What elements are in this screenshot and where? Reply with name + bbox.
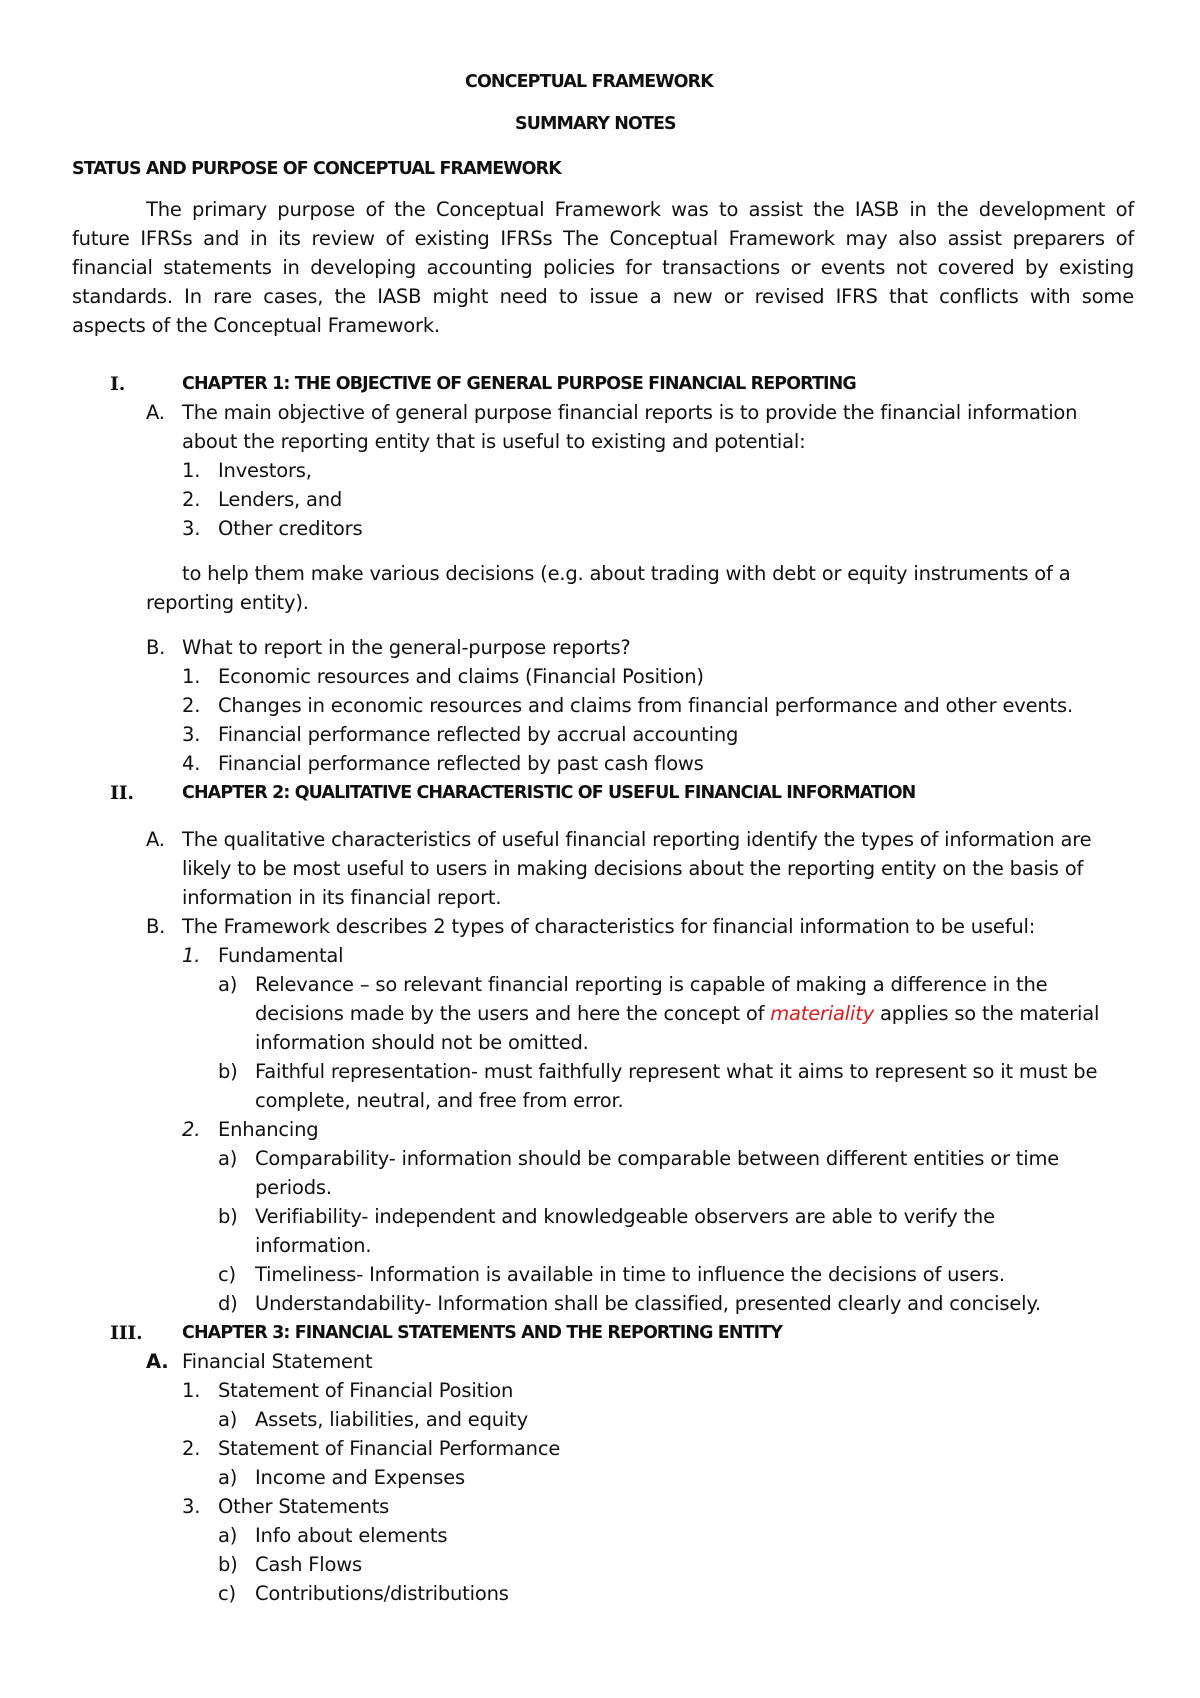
user-lenders: Lenders, and bbox=[218, 488, 343, 511]
report-item: Financial performance reflected by past cash flows bbox=[218, 752, 704, 775]
other-item-text: Info about elements bbox=[255, 1524, 448, 1547]
ch2-item-a-line: The qualitative characteristics of useful financial reporting identify the types of information are bbox=[182, 828, 1092, 851]
list-item-marker: 2. bbox=[182, 488, 201, 511]
intro-line-2: future IFRSs and in its review of existing IFRSs The Conceptual Framework may also assist preparers of bbox=[72, 227, 1134, 250]
other-item-text: Cash Flows bbox=[255, 1553, 362, 1576]
faithful-marker: b) bbox=[218, 1060, 238, 1083]
ch1-item-a-line-2: about the reporting entity that is useful to existing and potential: bbox=[182, 430, 806, 453]
list-item-marker: 1. bbox=[182, 665, 201, 688]
list-item-marker: 1. bbox=[182, 459, 201, 482]
ch3-item-a-marker: A. bbox=[146, 1350, 169, 1373]
ch2-item-a-marker: A. bbox=[146, 828, 165, 851]
user-investors: Investors, bbox=[218, 459, 312, 482]
ch2-item-a-line: likely to be most useful to users in making decisions about the reporting entity on the basis of bbox=[182, 857, 1084, 880]
statement-1-label: Statement of Financial Position bbox=[218, 1379, 514, 1402]
doc-title: CONCEPTUAL FRAMEWORK bbox=[465, 71, 713, 92]
relevance-line-2-pre: decisions made by the users and here the concept of bbox=[255, 1002, 771, 1025]
relevance-line-2 bbox=[255, 1002, 1099, 1026]
other-item-text: Contributions/distributions bbox=[255, 1582, 509, 1605]
ch1-help-line-1: to help them make various decisions (e.g. about trading with debt or equity instruments of a bbox=[182, 562, 1071, 585]
relevance-marker: a) bbox=[218, 973, 238, 996]
enhancing-label: Enhancing bbox=[218, 1118, 319, 1141]
verifiability-line-1: Verifiability- independent and knowledgeable observers are able to verify the bbox=[255, 1205, 995, 1228]
fundamental-marker: 1. bbox=[182, 944, 201, 967]
relevance-line-1: Relevance – so relevant financial reporting is capable of making a difference in the bbox=[255, 973, 1048, 996]
statement-1-marker: 1. bbox=[182, 1379, 201, 1402]
list-item-marker: 3. bbox=[182, 723, 201, 746]
faithful-line-2: complete, neutral, and free from error. bbox=[255, 1089, 624, 1112]
chapter-2-number: II. bbox=[110, 782, 134, 804]
comparability-line-2: periods. bbox=[255, 1176, 332, 1199]
list-item-marker: 4. bbox=[182, 752, 201, 775]
verifiability-line-2: information. bbox=[255, 1234, 372, 1257]
intro-line-5: aspects of the Conceptual Framework. bbox=[72, 314, 440, 337]
chapter-3-number: III. bbox=[110, 1322, 143, 1344]
doc-subtitle: SUMMARY NOTES bbox=[515, 113, 676, 134]
intro-line-4: standards. In rare cases, the IASB might need to issue a new or revised IFRS that conflicts with some bbox=[72, 285, 1134, 308]
timeliness-marker: c) bbox=[218, 1263, 236, 1286]
section-heading: STATUS AND PURPOSE OF CONCEPTUAL FRAMEWORK bbox=[72, 158, 561, 179]
list-item-marker: 2. bbox=[182, 694, 201, 717]
other-item-marker: a) bbox=[218, 1524, 238, 1547]
other-item-marker: b) bbox=[218, 1553, 238, 1576]
statement-2a-marker: a) bbox=[218, 1466, 238, 1489]
timeliness-line: Timeliness- Information is available in time to influence the decisions of users. bbox=[255, 1263, 1005, 1286]
ch1-help-line-2: reporting entity). bbox=[146, 591, 309, 614]
statement-2-label: Statement of Financial Performance bbox=[218, 1437, 561, 1460]
faithful-line-1: Faithful representation- must faithfully represent what it aims to represent so it must be bbox=[255, 1060, 1098, 1083]
intro-line-1: The primary purpose of the Conceptual Framework was to assist the IASB in the development of bbox=[146, 198, 1134, 221]
understandability-line: Understandability- Information shall be classified, presented clearly and concisely. bbox=[255, 1292, 1041, 1315]
chapter-2-heading: CHAPTER 2: QUALITATIVE CHARACTERISTIC OF USEFUL FINANCIAL INFORMATION bbox=[182, 782, 916, 803]
ch2-item-b-marker: B. bbox=[146, 915, 166, 938]
ch1-item-b-marker: B. bbox=[146, 636, 166, 659]
understandability-marker: d) bbox=[218, 1292, 238, 1315]
ch1-item-b-text: What to report in the general-purpose reports? bbox=[182, 636, 631, 659]
ch3-item-a-label: Financial Statement bbox=[182, 1350, 373, 1373]
other-item-marker: c) bbox=[218, 1582, 236, 1605]
statement-1a-marker: a) bbox=[218, 1408, 238, 1431]
statement-2a-text: Income and Expenses bbox=[255, 1466, 465, 1489]
ch1-item-a-marker: A. bbox=[146, 401, 165, 424]
chapter-1-number: I. bbox=[110, 373, 126, 395]
user-other-creditors: Other creditors bbox=[218, 517, 363, 540]
verifiability-marker: b) bbox=[218, 1205, 238, 1228]
report-item: Economic resources and claims (Financial Position) bbox=[218, 665, 704, 688]
list-item-marker: 3. bbox=[182, 517, 201, 540]
report-item: Changes in economic resources and claims from financial performance and other events. bbox=[218, 694, 1073, 717]
relevance-line-2-post: applies so the material bbox=[874, 1002, 1100, 1025]
intro-line-3: financial statements in developing accounting policies for transactions or events not covered by existing bbox=[72, 256, 1134, 279]
chapter-3-heading: CHAPTER 3: FINANCIAL STATEMENTS AND THE REPORTING ENTITY bbox=[182, 1322, 783, 1343]
report-item: Financial performance reflected by accrual accounting bbox=[218, 723, 739, 746]
ch2-item-a-line: information in its financial report. bbox=[182, 886, 502, 909]
ch1-item-a-line-1: The main objective of general purpose financial reports is to provide the financial information bbox=[182, 401, 1078, 424]
statement-2-marker: 2. bbox=[182, 1437, 201, 1460]
statement-1a-text: Assets, liabilities, and equity bbox=[255, 1408, 528, 1431]
statement-3-label: Other Statements bbox=[218, 1495, 390, 1518]
enhancing-marker: 2. bbox=[182, 1118, 201, 1141]
materiality-term: materiality bbox=[770, 1002, 875, 1025]
comparability-marker: a) bbox=[218, 1147, 238, 1170]
chapter-1-heading: CHAPTER 1: THE OBJECTIVE OF GENERAL PURPOSE FINANCIAL REPORTING bbox=[182, 373, 856, 394]
relevance-line-3: information should not be omitted. bbox=[255, 1031, 589, 1054]
statement-3-marker: 3. bbox=[182, 1495, 201, 1518]
comparability-line-1: Comparability- information should be comparable between different entities or time bbox=[255, 1147, 1060, 1170]
ch2-item-b-text: The Framework describes 2 types of characteristics for financial information to be useful: bbox=[182, 915, 1036, 938]
fundamental-label: Fundamental bbox=[218, 944, 344, 967]
